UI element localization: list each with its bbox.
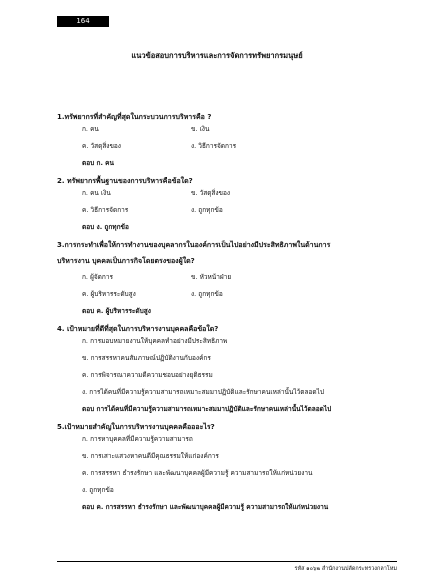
q1-option-d: ง. วิธีการจัดการ [191,142,237,150]
question-3: 3.การกระทำเพื่อให้การทำงานของบุคลากรในองค์การเป็นไปอย่างมีประสิทธิภาพในด้านการ [57,241,331,249]
q1-option-b: ข. เงิน [191,125,210,133]
q4-option-d: ง. การได้คนที่มีความรู้ความสามารถเหมาะสมมาปฏิบัติและรักษาคนเหล่านั้นไว้ตลอดไป [82,388,325,396]
footer-divider [57,561,397,562]
q2-option-b: ข. วัสดุสิ่งของ [191,189,231,197]
q5-answer: ตอบ ค. การสรรหา ธำรงรักษา และพัฒนาบุคคลผู้มีความรู้ ความสามารถให้แก่หน่วยงาน [82,503,329,511]
q3-option-b: ข. หัวหน้าฝ่าย [191,273,232,281]
q2-answer: ตอบ ง. ถูกทุกข้อ [82,223,129,231]
q3-option-a: ก. ผู้จัดการ [82,273,113,281]
question-2: 2. ทรัพยากรพื้นฐานของการบริหารคือข้อใด? [57,177,193,185]
q5-option-d: ง. ถูกทุกข้อ [82,486,114,494]
q5-option-a: ก. การหาบุคคลที่มีความรู้ความสามารถ [82,435,193,443]
q2-option-d: ง. ถูกทุกข้อ [191,206,223,214]
footer-text: รหัส ๑๐๖๒ สำนักงานปลัดกระทรวงกลาโหม [294,566,397,572]
page-title: แนวข้อสอบการบริหารและการจัดการทรัพยากรมนุษย์ [131,51,303,60]
q3-option-d: ง. ถูกทุกข้อ [191,290,223,298]
q4-option-b: ข. การสรรหาคนสัมภาษณ์ปฏิบัติงานกับองค์กร [82,354,211,362]
q3-answer: ตอบ ค. ผู้บริหารระดับสูง [82,307,151,315]
q2-option-c: ค. วิธีการจัดการ [82,206,129,214]
question-3-cont: บริหารงาน บุคคลเป็นการกิจโดยตรงของผู้ใด? [57,257,195,265]
q2-option-a: ก. คน เงิน [82,189,111,197]
q4-answer: ตอบ การได้คนที่มีความรู้ความสามารถเหมาะสมมาปฏิบัติและรักษาคนเหล่านั้นไว้ตลอดไป [82,405,332,413]
q5-option-c: ค. การสรรหา ธำรงรักษา และพัฒนาบุคคลผู้มีความรู้ ความสามารถให้แก่หน่วยงาน [82,469,313,477]
q1-answer: ตอบ ก. คน [82,159,114,167]
question-1: 1.ทรัพยากรที่สำคัญที่สุดในกระบวนการบริหารคือ ? [57,113,212,121]
question-list [57,112,387,520]
q1-option-a: ก. คน [82,125,99,133]
q3-option-c: ค. ผู้บริหารระดับสูง [82,290,136,298]
q5-option-b: ข. การเสาะแสวงหาคนดีมีคุณธรรมให้แก่องค์การ [82,452,219,460]
page-number: 164 [57,16,109,27]
q4-option-a: ก. การมอบหมายงานให้บุคคลทำอย่างมีประสิทธิภาพ [82,337,228,345]
question-5: 5.เป้าหมายสำคัญในการบริหารงานบุคคลคือออะไร? [57,423,215,431]
q1-option-c: ค. วัสดุสิ่งของ [82,142,121,150]
q4-option-c: ค. การพิจารณาความดีความชอบอย่างยุติธรรม [82,371,213,379]
question-4: 4. เป้าหมายที่ดีที่สุดในการบริหารงานบุคคลคือข้อใด? [57,325,219,333]
